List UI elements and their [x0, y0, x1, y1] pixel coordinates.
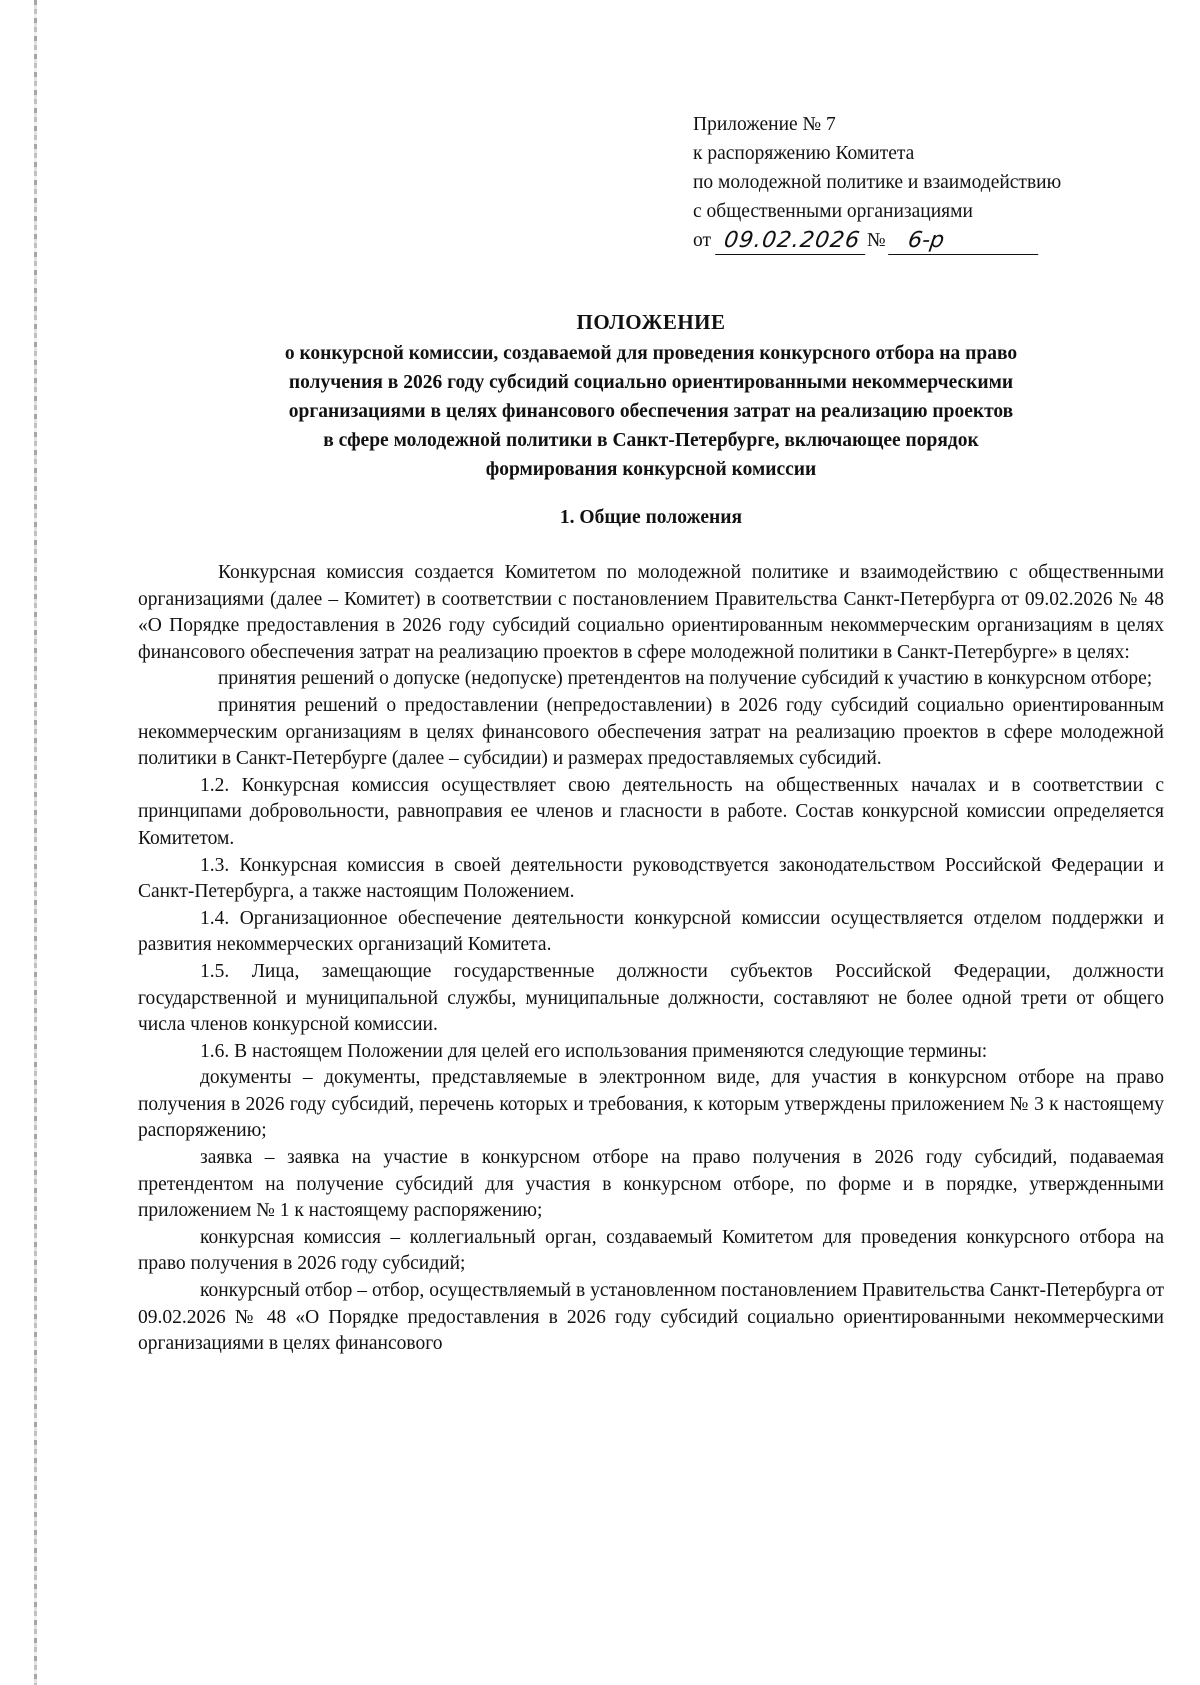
attachment-line: к распоряжению Комитета [693, 143, 915, 164]
attachment-line: Приложение № 7 [693, 114, 836, 135]
paragraph: 1.5. Лица, замещающие государственные должности субъектов Российской Федерации, должности государственной и муниципальной службы, муниципальные должности, составляют не более одной трети от общего числа членов конкурсной комиссии. [138, 960, 1164, 1036]
title-line: в сфере молодежной политики в Санкт-Петербурге, включающее порядок [323, 430, 979, 451]
paragraph: конкурсная комиссия – коллегиальный орган, создаваемый Комитетом для проведения конкурсного отбора на право получения в 2026 году субсидий; [138, 1226, 1164, 1275]
paragraph: 1.2. Конкурсная комиссия осуществляет свою деятельность на общественных началах и в соответствии с принципами добровольности, равноправия ее членов и гласности в работе. Состав конкурсной комиссии определяется Комитетом. [138, 774, 1164, 849]
paragraph: принятия решений о предоставлении (непредоставлении) в 2026 году субсидий социально ориентированным некоммерческим организациям в целях финансового обеспечения затрат на реализацию проектов в сфере молодежной политики в Санкт-Петербурге (далее – субсидии) и размерах предоставляемых субсидий. [138, 694, 1164, 770]
attachment-header [693, 110, 1163, 255]
title-line: организациями в целях финансового обеспечения затрат на реализацию проектов [288, 401, 1014, 422]
scan-edge [34, 0, 37, 1685]
from-label: от [693, 230, 712, 251]
paragraph: 1.4. Организационное обеспечение деятельности конкурсной комиссии осуществляется отделом поддержки и развития некоммерческих организаций Комитета. [138, 907, 1164, 956]
date-number-line [693, 226, 1163, 255]
attachment-line: с общественными организациями [693, 201, 973, 222]
title-line: получения в 2026 году субсидий социально ориентированными некоммерческими [288, 372, 1014, 393]
paragraph: конкурсный отбор – отбор, осуществляемый в установленном постановлением Правительства Санкт-Петербурга от 09.02.2026 № 48 «О Порядке предоставления в 2026 году субсидий социально ориентированными некоммерческими организациями в целях финансового [138, 1280, 1164, 1355]
paragraph: 1.6. В настоящем Положении для целей его использования применяются следующие термины: [200, 1040, 988, 1062]
paragraph: Конкурсная комиссия создается Комитетом по молодежной политике и взаимодействию с общественными организациями (далее – Комитет) в соответствии с постановлением Правительства Санкт-Петербурга от 09.02.2026 № 48 «О Порядке предоставления в 2026 году субсидий социально ориентированным некоммерческим организациям в целях финансового обеспечения затрат на реализацию проектов в сфере молодежной политики в Санкт-Петербурге» в целях: [138, 562, 1164, 663]
section-heading: 1. Общие положения [559, 507, 743, 528]
handwritten-date: 09.02.2026 [715, 228, 869, 255]
title-line: о конкурсной комиссии, создаваемой для проведения конкурсного отбора на право [284, 343, 1018, 364]
paragraph: принятия решений о допуске (недопуске) претендентов на получение субсидий к участию в конкурсном отборе; [218, 668, 1153, 690]
paragraph: документы – документы, представляемые в электронном виде, для участия в конкурсном отборе на право получения в 2026 году субсидий, перечень которых и требования, к которым утверждены приложением № 3 к настоящему распоряжению; [138, 1067, 1164, 1142]
attachment-line: по молодежной политике и взаимодействию [693, 172, 1062, 193]
title-line: формирования конкурсной комиссии [485, 459, 817, 480]
number-label: № [867, 230, 886, 251]
document-title [138, 308, 1164, 484]
paragraph: 1.3. Конкурсная комиссия в своей деятельности руководствуется законодательством Российской Федерации и Санкт-Петербурга, а также настоящим Положением. [138, 854, 1164, 903]
title-main: ПОЛОЖЕНИЕ [576, 310, 726, 334]
paragraph: заявка – заявка на участие в конкурсном отборе на право получения в 2026 году субсидий, подаваемая претендентом на получение субсидий для участия в конкурсном отборе, по форме и в порядке, утвержденными приложением № 1 к настоящему распоряжению; [138, 1147, 1164, 1222]
document-body [138, 560, 1164, 1358]
handwritten-number: 6-р [888, 228, 1042, 255]
